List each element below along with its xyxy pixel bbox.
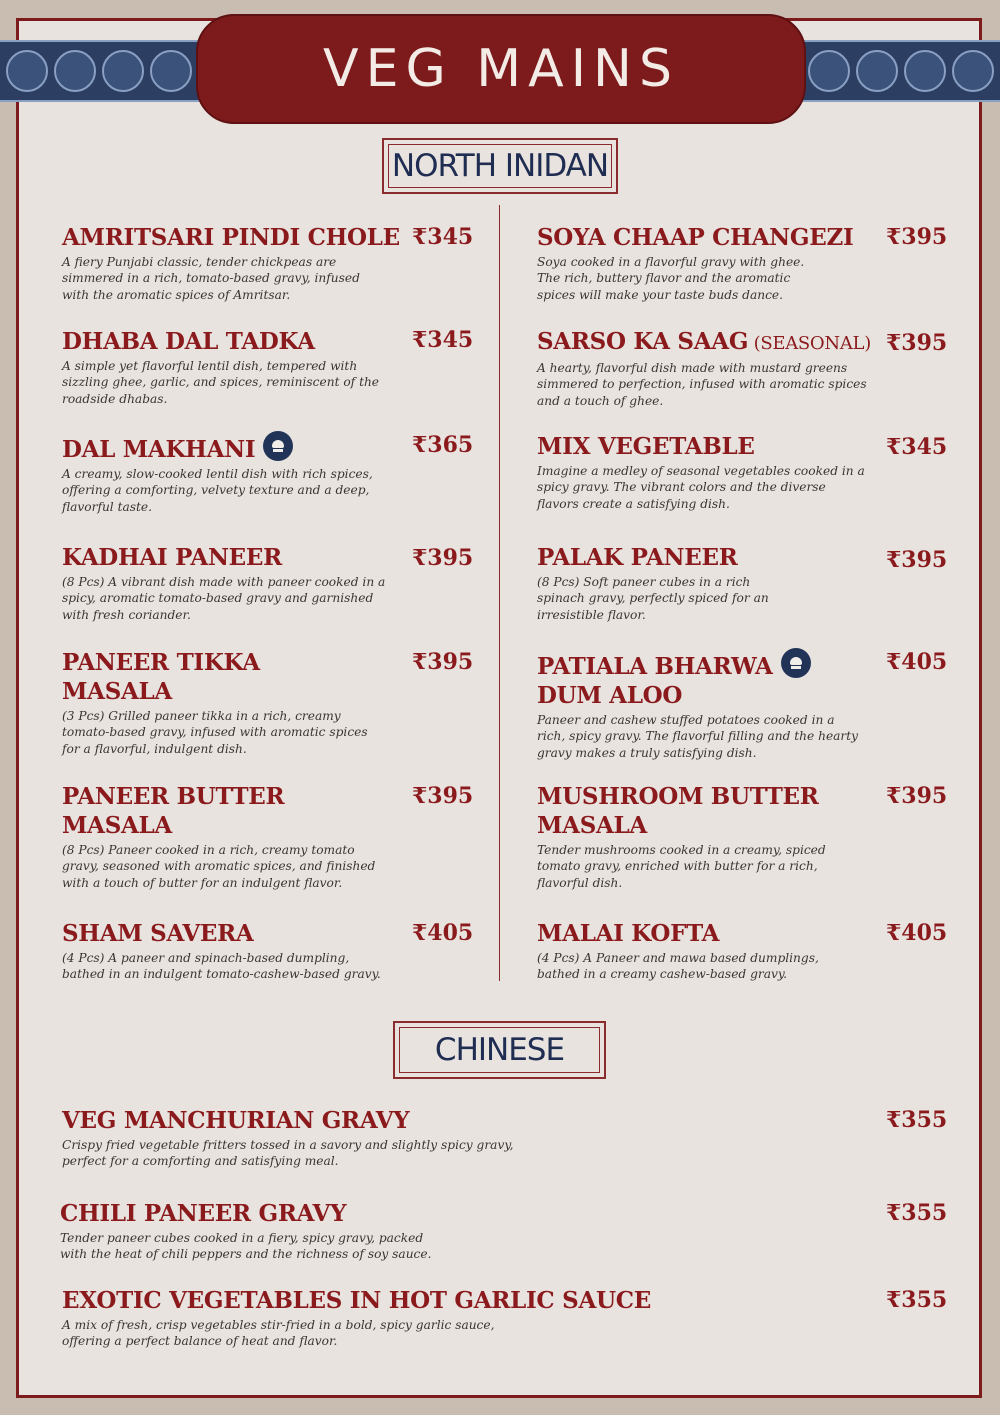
item-name-note: (SEASONAL) <box>748 333 871 354</box>
item-name <box>62 648 402 677</box>
item-name-text: MIX VEGETABLE <box>537 433 755 460</box>
item-name <box>62 1106 862 1135</box>
section-title: CHINESE <box>434 1032 565 1068</box>
description-line: with the aromatic spices of Amritsar. <box>62 287 291 302</box>
menu-item <box>62 431 402 515</box>
item-name-line2: MASALA <box>537 812 647 839</box>
description-line: Tender mushrooms cooked in a creamy, spiced <box>537 843 826 857</box>
description-line: gravy makes a truly satisfying dish. <box>537 745 757 760</box>
item-name <box>537 543 877 572</box>
menu-item <box>62 782 402 891</box>
section-heading-chinese <box>393 1021 606 1079</box>
description-line: rich, spicy gravy. The flavorful filling and the hearty <box>537 729 859 744</box>
item-name-text: SOYA CHAAP CHANGEZI <box>537 224 854 251</box>
description-line: Tender paneer cubes cooked in a fiery, spicy gravy, packed <box>60 1231 424 1245</box>
item-name-line2: MASALA <box>62 812 172 839</box>
description-line: spinach gravy, perfectly spiced for an <box>537 591 769 606</box>
item-name-text: MALAI KOFTA <box>537 920 720 947</box>
item-price: ₹395 <box>886 330 948 356</box>
description-line: A fiery Punjabi classic, tender chickpeas are <box>62 255 337 269</box>
item-description <box>62 842 402 891</box>
menu-item <box>62 919 402 983</box>
decorative-band-left <box>0 40 200 102</box>
item-price: ₹395 <box>886 547 948 573</box>
description-line: spices will make your taste buds dance. <box>537 287 783 302</box>
item-price: ₹395 <box>886 224 948 250</box>
item-price: ₹345 <box>886 434 948 460</box>
item-name-line2: DUM ALOO <box>537 682 683 709</box>
menu-item <box>537 648 877 761</box>
item-price: ₹395 <box>412 783 474 809</box>
item-price: ₹355 <box>886 1107 948 1133</box>
title-banner <box>196 14 806 124</box>
item-name-text: EXOTIC VEGETABLES IN HOT GARLIC SAUCE <box>62 1287 651 1314</box>
description-line: roadside dhabas. <box>62 391 168 406</box>
item-name-text: VEG MANCHURIAN GRAVY <box>62 1107 410 1134</box>
menu-item <box>62 1106 862 1170</box>
item-name <box>62 431 402 464</box>
item-name <box>62 223 402 252</box>
chef-hat-icon <box>781 648 811 678</box>
description-line: (4 Pcs) A paneer and spinach-based dumpling, <box>62 951 350 965</box>
item-description <box>62 358 402 407</box>
item-name <box>62 327 402 356</box>
menu-item <box>537 327 877 409</box>
item-name <box>537 782 877 811</box>
menu-item <box>537 432 877 512</box>
item-name-text: SHAM SAVERA <box>62 920 254 947</box>
item-description <box>537 463 877 512</box>
description-line: perfect for a comforting and satisfying meal. <box>62 1154 339 1169</box>
item-price: ₹365 <box>412 432 474 458</box>
description-line: Crispy fried vegetable fritters tossed in a savory and slightly spicy gravy, <box>62 1138 514 1152</box>
menu-item <box>60 1199 860 1263</box>
item-price: ₹355 <box>886 1287 948 1313</box>
item-name <box>60 1199 860 1228</box>
item-name-text: MUSHROOM BUTTER <box>537 783 819 810</box>
menu-item <box>62 543 402 623</box>
menu-item <box>537 223 877 303</box>
item-description <box>62 708 402 757</box>
menu-item <box>62 648 402 757</box>
item-price: ₹355 <box>886 1200 948 1226</box>
page-title: VEG MAINS <box>323 39 679 99</box>
chef-hat-icon <box>263 431 293 461</box>
description-line: Paneer and cashew stuffed potatoes cooked in a <box>537 713 835 727</box>
item-name-text: PANEER TIKKA <box>62 649 260 676</box>
item-description <box>537 712 877 761</box>
description-line: irresistible flavor. <box>537 607 646 622</box>
menu-item <box>537 919 877 983</box>
description-line: A simple yet flavorful lentil dish, tempered with <box>62 359 358 373</box>
item-price: ₹395 <box>412 545 474 571</box>
description-line: for a flavorful, indulgent dish. <box>62 741 247 756</box>
description-line: spicy, aromatic tomato-based gravy and garnished <box>62 591 374 606</box>
description-line: (8 Pcs) Paneer cooked in a rich, creamy tomato <box>62 843 355 857</box>
item-price: ₹345 <box>412 327 474 353</box>
description-line: with fresh coriander. <box>62 607 191 622</box>
description-line: tomato gravy, enriched with butter for a rich, <box>537 859 818 874</box>
item-name-text: PANEER BUTTER <box>62 783 285 810</box>
description-line: flavorful taste. <box>62 499 152 514</box>
item-description <box>62 466 402 515</box>
item-description <box>537 950 877 983</box>
description-line: (3 Pcs) Grilled paneer tikka in a rich, creamy <box>62 709 341 723</box>
item-name <box>537 648 877 681</box>
menu-item <box>537 782 877 891</box>
item-description <box>537 360 877 409</box>
description-line: gravy, seasoned with aromatic spices, and finished <box>62 859 376 874</box>
item-description <box>537 842 877 891</box>
item-name-line2: MASALA <box>62 678 172 705</box>
item-name-text: KADHAI PANEER <box>62 544 282 571</box>
description-line: with a touch of butter for an indulgent flavor. <box>62 875 343 890</box>
item-name <box>62 1286 862 1315</box>
item-name <box>62 543 402 572</box>
description-line: flavorful dish. <box>537 875 623 890</box>
description-line: A hearty, flavorful dish made with mustard greens <box>537 361 848 375</box>
description-line: The rich, buttery flavor and the aromatic <box>537 271 791 286</box>
description-line: simmered to perfection, infused with aromatic spices <box>537 377 867 392</box>
section-title: NORTH INIDAN <box>391 148 609 184</box>
item-description <box>537 254 877 303</box>
description-line: A mix of fresh, crisp vegetables stir-fried in a bold, spicy garlic sauce, <box>62 1318 495 1332</box>
description-line: (8 Pcs) Soft paneer cubes in a rich <box>537 575 751 589</box>
item-description <box>62 950 402 983</box>
item-name <box>537 432 877 461</box>
item-name-text: DHABA DAL TADKA <box>62 328 315 355</box>
description-line: bathed in an indulgent tomato-cashew-based gravy. <box>62 967 381 982</box>
description-line: and a touch of ghee. <box>537 393 664 408</box>
item-name <box>537 327 877 358</box>
item-name <box>62 782 402 811</box>
item-name <box>537 919 877 948</box>
item-name-text: SARSO KA SAAG <box>537 328 749 355</box>
description-line: Imagine a medley of seasonal vegetables cooked in a <box>537 464 865 478</box>
column-divider <box>499 205 500 981</box>
item-description <box>62 1137 862 1170</box>
description-line: bathed in a creamy cashew-based gravy. <box>537 967 787 982</box>
item-name-text: PALAK PANEER <box>537 544 738 571</box>
description-line: sizzling ghee, garlic, and spices, reminiscent of the <box>62 375 380 390</box>
item-description <box>537 574 877 623</box>
item-name-text: PATIALA BHARWA <box>537 653 773 680</box>
item-description <box>62 1317 862 1350</box>
item-description <box>60 1230 860 1263</box>
description-line: offering a comforting, velvety texture and a deep, <box>62 483 370 498</box>
description-line: A creamy, slow-cooked lentil dish with rich spices, <box>62 467 373 481</box>
menu-item <box>62 1286 862 1350</box>
item-price: ₹405 <box>886 920 948 946</box>
description-line: (4 Pcs) A Paneer and mawa based dumplings, <box>537 951 819 965</box>
item-name <box>62 919 402 948</box>
description-line: with the heat of chili peppers and the richness of soy sauce. <box>60 1247 432 1262</box>
item-price: ₹395 <box>412 649 474 675</box>
item-name-text: CHILI PANEER GRAVY <box>60 1200 347 1227</box>
description-line: flavors create a satisfying dish. <box>537 496 730 511</box>
item-price: ₹395 <box>886 783 948 809</box>
item-description <box>62 574 402 623</box>
menu-item <box>62 223 402 303</box>
decorative-band-right <box>800 40 1000 102</box>
description-line: offering a perfect balance of heat and flavor. <box>62 1334 338 1349</box>
description-line: spicy gravy. The vibrant colors and the diverse <box>537 480 826 495</box>
description-line: simmered in a rich, tomato-based gravy, infused <box>62 271 360 286</box>
description-line: (8 Pcs) A vibrant dish made with paneer cooked in a <box>62 575 386 589</box>
item-name-text: AMRITSARI PINDI CHOLE <box>62 224 400 251</box>
item-price: ₹405 <box>412 920 474 946</box>
item-description <box>62 254 402 303</box>
item-price: ₹405 <box>886 649 948 675</box>
description-line: tomato-based gravy, infused with aromatic spices <box>62 725 368 740</box>
description-line: Soya cooked in a flavorful gravy with ghee. <box>537 255 805 269</box>
menu-item <box>62 327 402 407</box>
menu-item <box>537 543 877 623</box>
item-name-text: DAL MAKHANI <box>62 436 256 463</box>
item-name <box>537 223 877 252</box>
item-price: ₹345 <box>412 224 474 250</box>
section-heading-north-indian <box>382 138 618 194</box>
